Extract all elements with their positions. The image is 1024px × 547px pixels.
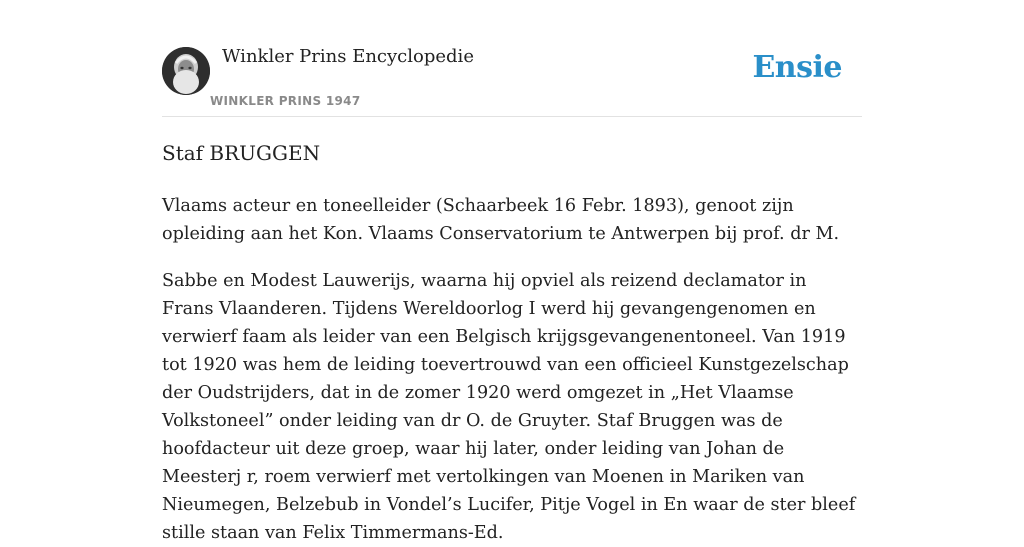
brand-logo[interactable]: Ensie	[752, 50, 842, 85]
portrait-image	[162, 47, 210, 95]
article-title: Staf BRUGGEN	[162, 141, 321, 165]
source-title[interactable]: Winkler Prins Encyclopedie	[222, 46, 474, 67]
author-avatar[interactable]	[162, 47, 210, 95]
source-header	[162, 0, 862, 117]
page	[162, 0, 862, 543]
article-paragraph: Vlaams acteur en toneelleider (Schaarbeek 16 Febr. 1893), genoot zijn opleiding aan het Kon. Vlaams Conservatorium te Antwerpen bij prof. dr M.	[162, 196, 840, 244]
source-subtitle: WINKLER PRINS 1947	[210, 94, 361, 108]
article-paragraph: Sabbe en Modest Lauwerijs, waarna hij opviel als reizend declamator in Frans Vlaanderen. Tijdens Wereldoorlog I werd hij gevangengenomen en verwierf faam als leider van een Belgisch krijgsgevangenentoneel. Van 1919 tot 1920 was hem de leiding toevertrouwd van een officieel Kunstgezelschap der Oudstrijders, dat in de zomer 1920 werd omgezet in „Het Vlaamse Volkstoneel” onder leiding van dr O. de Gruyter. Staf Bruggen was de hoofdacteur uit deze groep, waar hij later, onder leiding van Johan de Meesterj r, roem verwierf met vertolkingen van Moenen in Mariken van Nieumegen, Belzebub in Vondel’s Lucifer, Pitje Vogel in En waar de ster bleef stille staan van Felix Timmermans-Ed.	[162, 271, 856, 543]
